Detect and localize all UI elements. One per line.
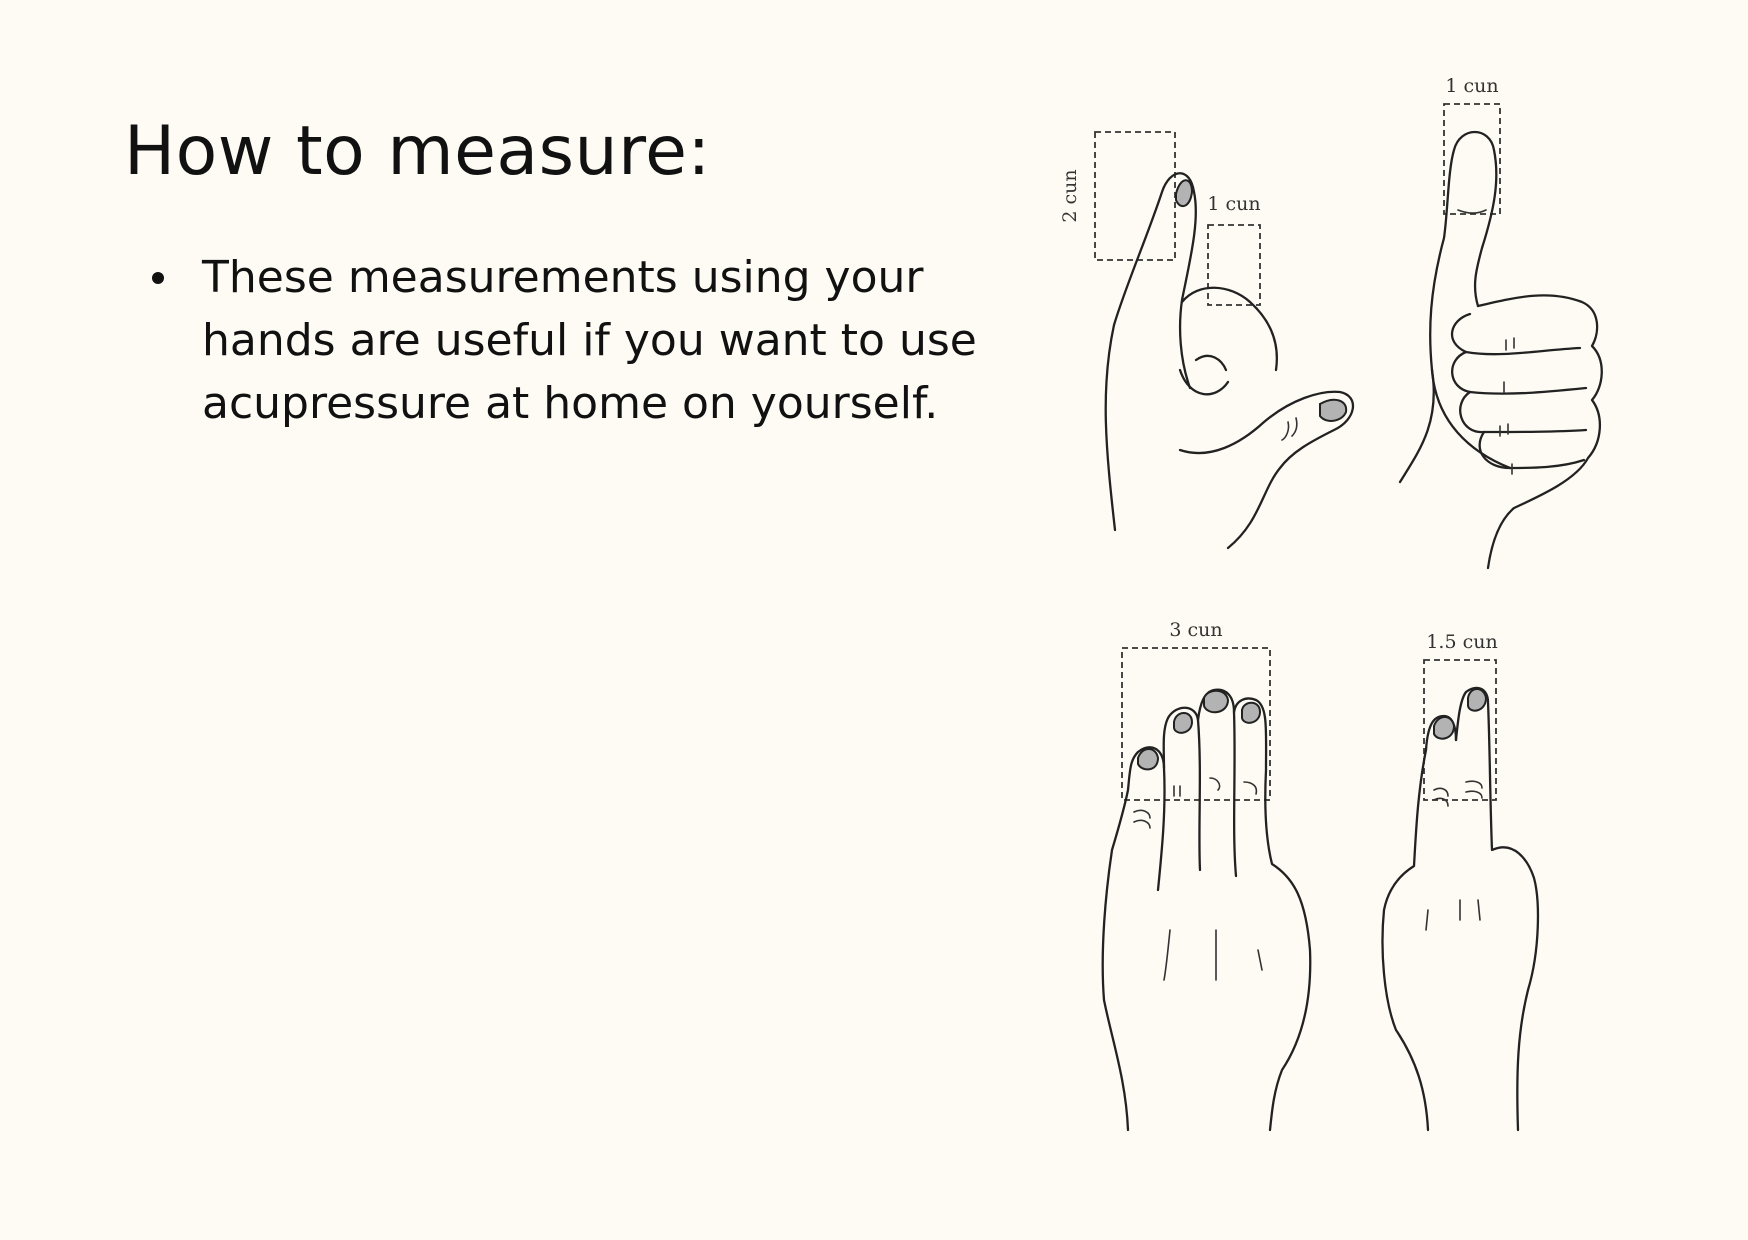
bullet-list <box>140 246 990 435</box>
index-thumb-hand-drawing <box>1059 132 1353 548</box>
label-one-cun-b: 1 cun <box>1445 75 1499 97</box>
thumbs-up-hand-drawing <box>1400 75 1602 568</box>
bullet-dot <box>152 272 164 284</box>
one-cun-box-a <box>1208 225 1260 305</box>
three-cun-box <box>1122 648 1270 800</box>
page-title: How to measure: <box>124 112 711 191</box>
four-finger-hand-drawing <box>1103 619 1311 1130</box>
hand-measurement-illustration <box>1040 70 1620 1150</box>
label-three-cun: 3 cun <box>1169 619 1223 641</box>
label-one-point-five-cun: 1.5 cun <box>1426 631 1498 653</box>
label-two-cun: 2 cun <box>1059 169 1081 223</box>
two-cun-box <box>1095 132 1175 260</box>
list-item <box>140 246 990 435</box>
label-one-cun-a: 1 cun <box>1207 193 1261 215</box>
bullet-text: These measurements using your hands are useful if you want to use acupressure at home on yourself. <box>202 252 977 429</box>
two-finger-hand-drawing <box>1383 631 1538 1130</box>
